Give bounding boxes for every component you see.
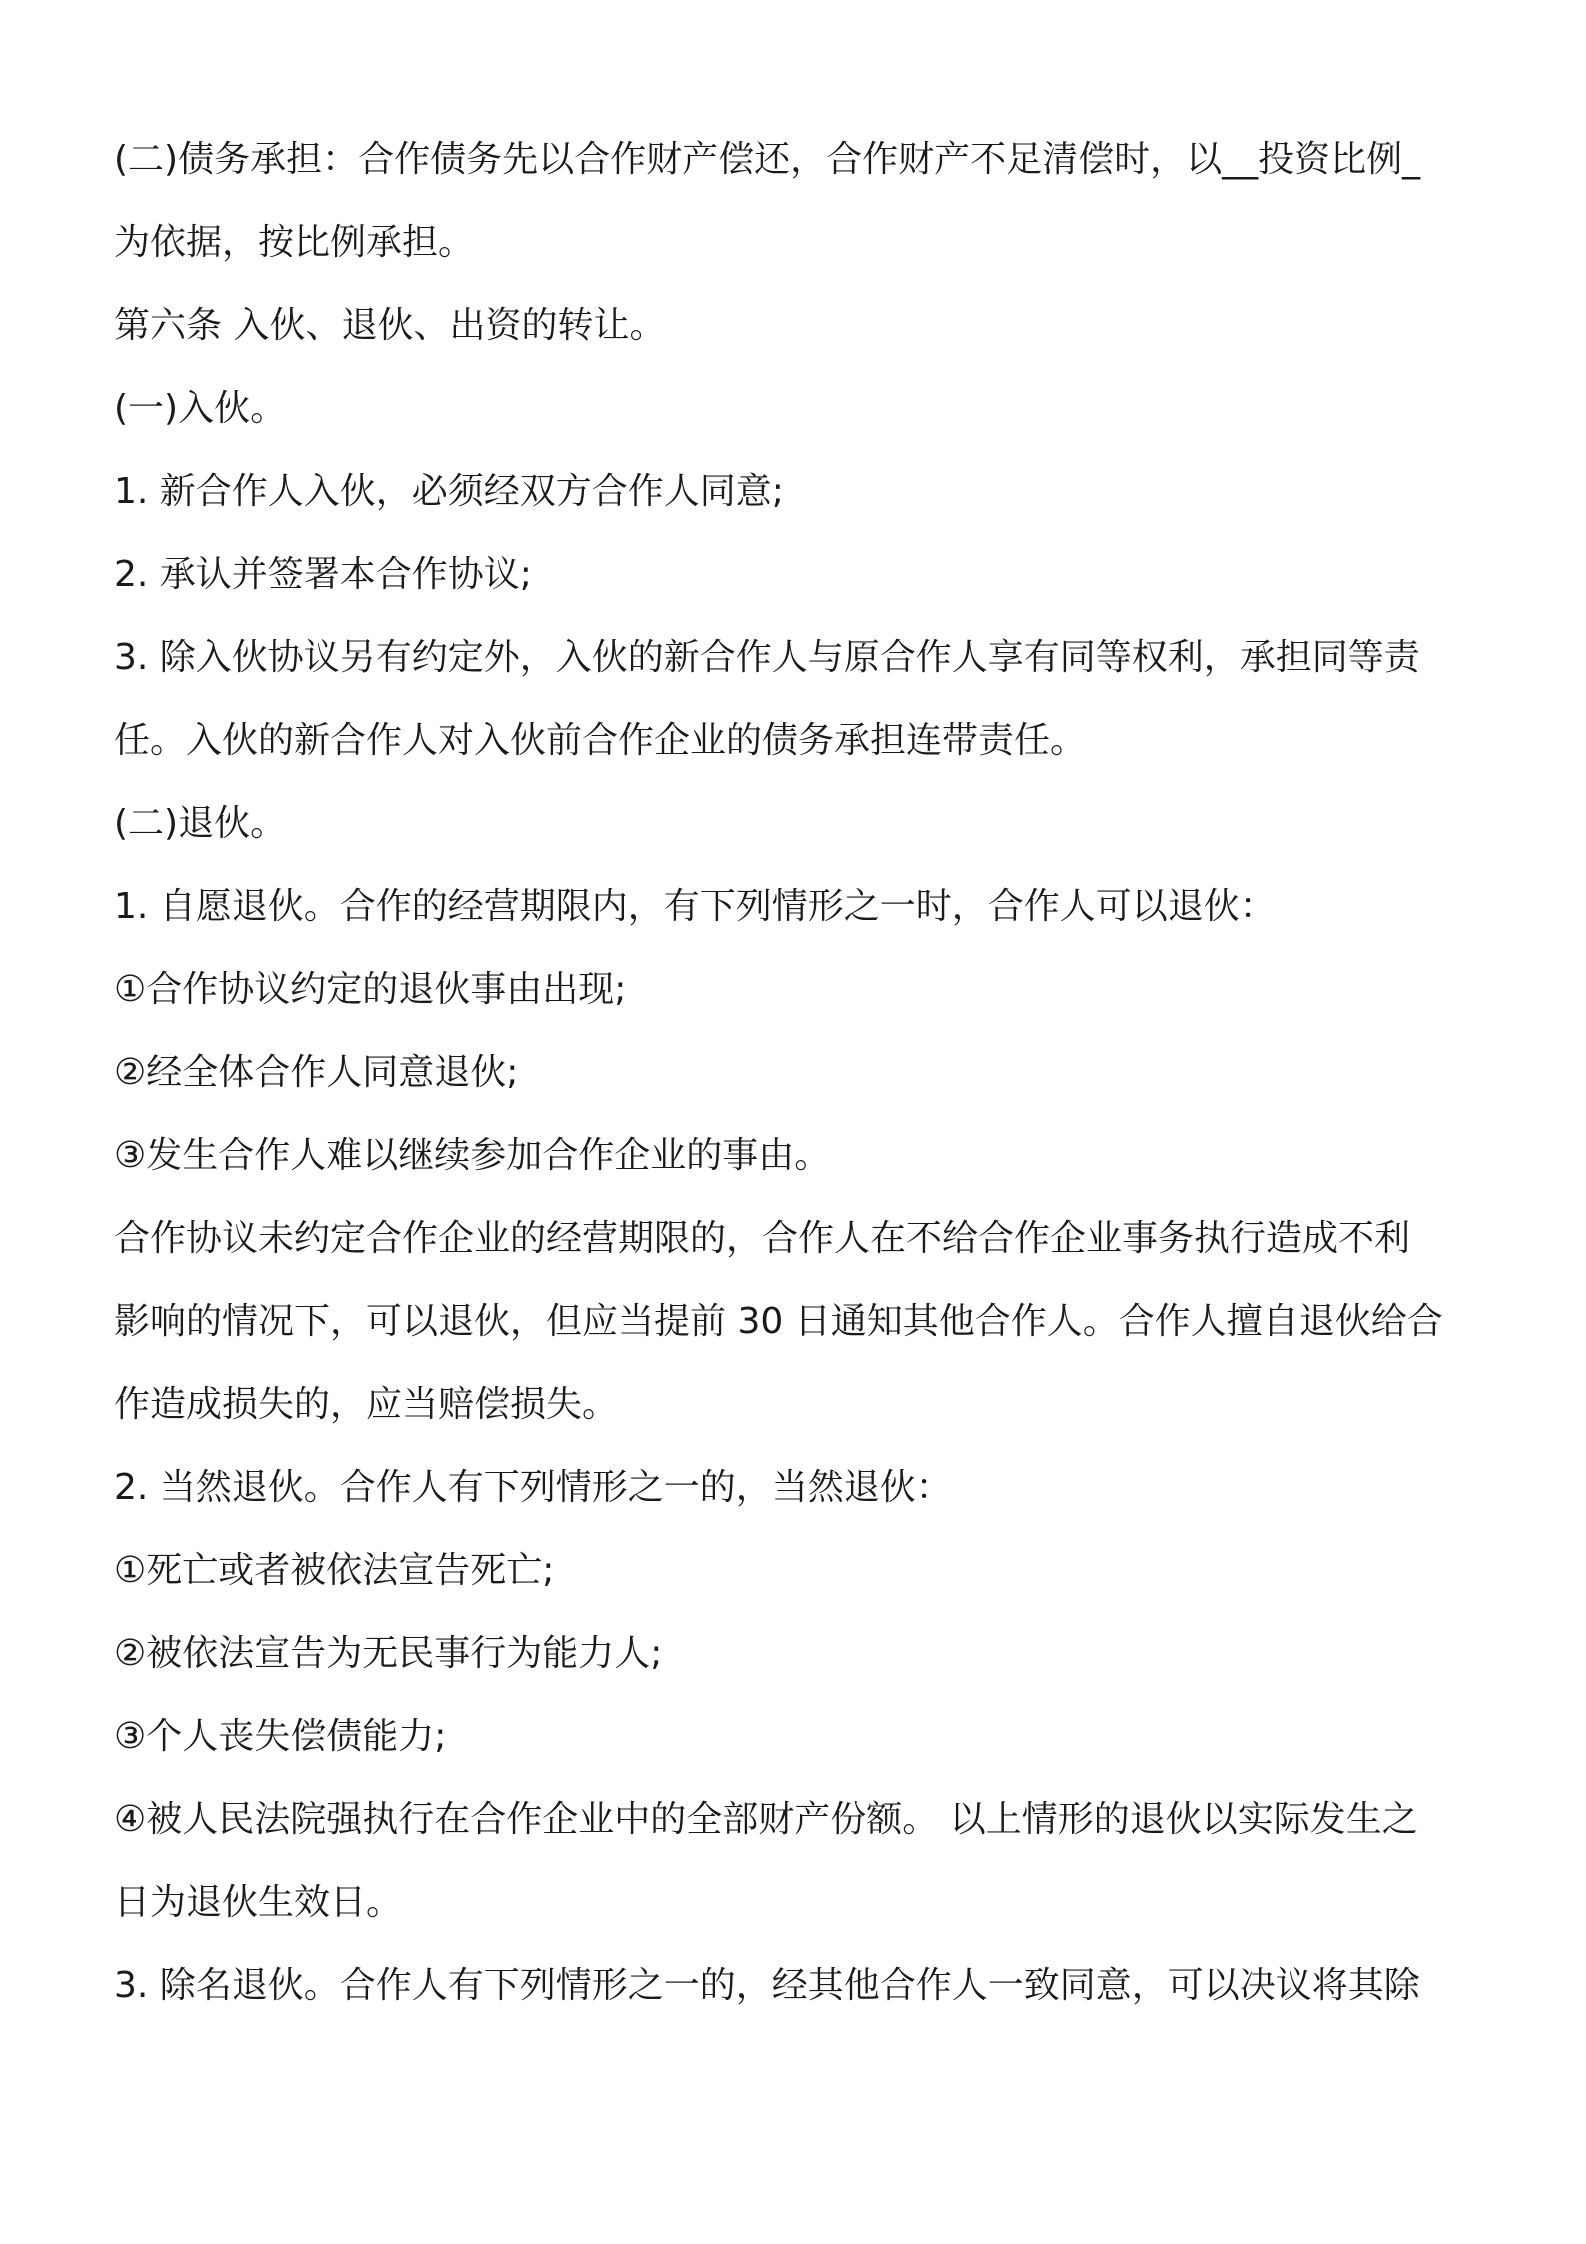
joining-heading: (一)入伙。 [114,388,287,429]
expulsion-withdrawal: 3. 除名退伙。合作人有下列情形之一的，经其他合作人一致同意，可以决议将其除 [114,1965,1420,2006]
voluntary-case-3: ③发生合作人难以继续参加合作企业的事由。 [114,1135,831,1176]
voluntary-case-2: ②经全体合作人同意退伙; [114,1052,519,1093]
automatic-case-1: ①死亡或者被依法宣告死亡; [114,1550,555,1591]
debt-bearing-line-1: (二)债务承担：合作债务先以合作财产偿还，合作财产不足清偿时，以__投资比例_ [114,139,1421,180]
voluntary-withdrawal: 1. 自愿退伙。合作的经营期限内，有下列情形之一时，合作人可以退伙： [114,886,1276,927]
joining-item-1: 1. 新合作人入伙，必须经双方合作人同意; [114,471,784,512]
joining-item-3-line-1: 3. 除入伙协议另有约定外，入伙的新合作人与原合作人享有同等权利，承担同等责 [114,637,1420,678]
automatic-case-4-line-1: ④被人民法院强执行在合作企业中的全部财产份额。 以上情形的退伙以实际发生之 [114,1799,1418,1840]
withdrawal-heading: (二)退伙。 [114,803,287,844]
automatic-case-4-line-2: 日为退伙生效日。 [114,1882,403,1923]
no-term-clause-line-1: 合作协议未约定合作企业的经营期限的，合作人在不给合作企业事务执行造成不利 [114,1218,1411,1259]
automatic-case-2: ②被依法宣告为无民事行为能力人; [114,1633,663,1674]
joining-item-3-line-2: 任。入伙的新合作人对入伙前合作企业的债务承担连带责任。 [114,720,1087,761]
voluntary-case-1: ①合作协议约定的退伙事由出现; [114,969,627,1010]
article-six-heading: 第六条 入伙、退伙、出资的转让。 [114,305,666,346]
automatic-withdrawal: 2. 当然退伙。合作人有下列情形之一的，当然退伙： [114,1467,952,1508]
no-term-clause-line-2: 影响的情况下，可以退伙，但应当提前 30 日通知其他合作人。合作人擅自退伙给合 [114,1301,1443,1342]
joining-item-2: 2. 承认并签署本合作协议; [114,554,532,595]
debt-bearing-line-2: 为依据，按比例承担。 [114,222,475,263]
automatic-case-3: ③个人丧失偿债能力; [114,1716,447,1757]
no-term-clause-line-3: 作造成损失的，应当赔偿损失。 [114,1384,619,1425]
document-body [114,118,1484,2027]
